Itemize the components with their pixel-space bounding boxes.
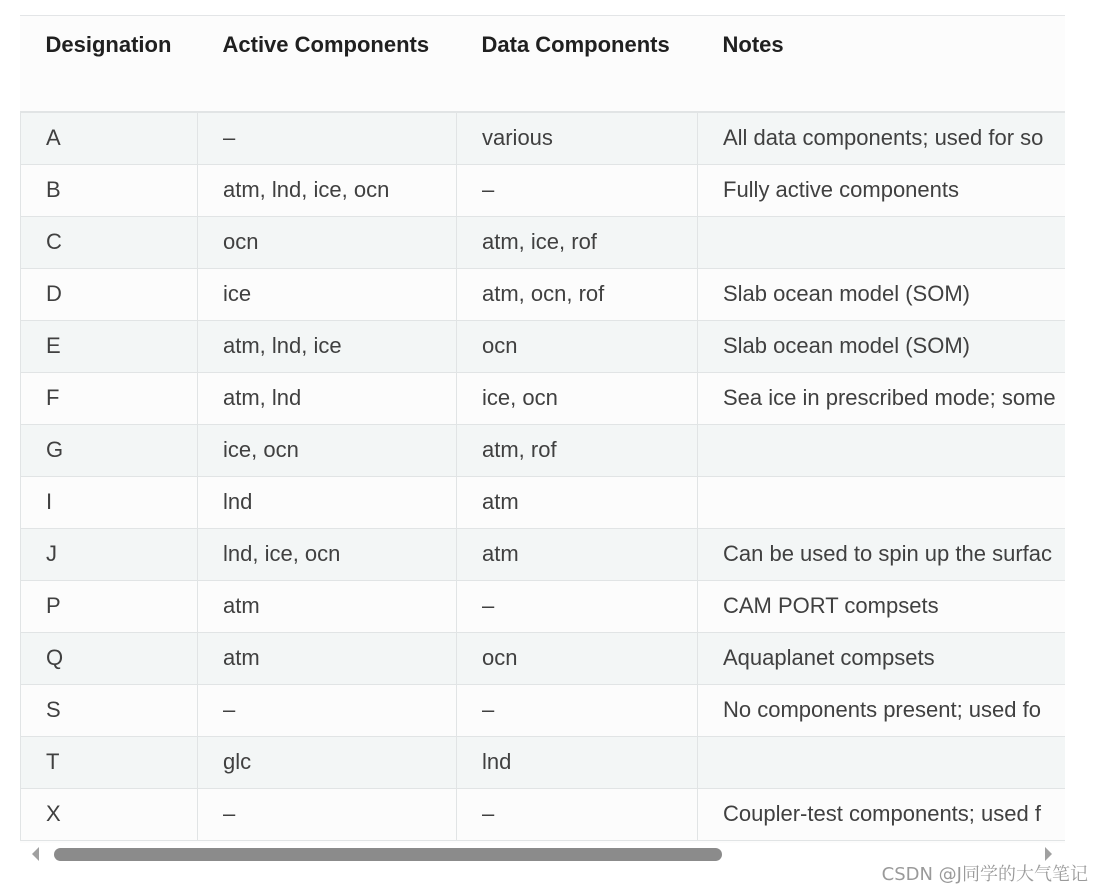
cell-notes: Can be used to spin up the surfac — [698, 528, 1066, 580]
cell-active-components: – — [198, 788, 457, 840]
table-row — [21, 684, 1066, 736]
header-active-components: Active Components — [198, 16, 457, 112]
cell-designation: Q — [21, 632, 198, 684]
cell-designation: S — [21, 684, 198, 736]
cell-data-components: various — [457, 112, 698, 164]
table-row — [21, 788, 1066, 840]
cell-designation: P — [21, 580, 198, 632]
cell-designation: X — [21, 788, 198, 840]
cell-notes: No components present; used fo — [698, 684, 1066, 736]
cell-designation: G — [21, 424, 198, 476]
cell-active-components: glc — [198, 736, 457, 788]
cell-active-components: atm — [198, 632, 457, 684]
cell-data-components: atm — [457, 528, 698, 580]
cell-data-components: – — [457, 788, 698, 840]
table-row — [21, 164, 1066, 216]
cell-active-components: lnd, ice, ocn — [198, 528, 457, 580]
cell-data-components: atm, rof — [457, 424, 698, 476]
cell-designation: A — [21, 112, 198, 164]
cell-notes: All data components; used for so — [698, 112, 1066, 164]
header-row — [21, 16, 1066, 112]
table-viewport — [20, 15, 1065, 844]
cell-designation: C — [21, 216, 198, 268]
cell-notes — [698, 216, 1066, 268]
cell-notes: Slab ocean model (SOM) — [698, 268, 1066, 320]
table-row — [21, 268, 1066, 320]
table-row — [21, 632, 1066, 684]
compset-table — [20, 16, 1065, 841]
cell-active-components: ice, ocn — [198, 424, 457, 476]
cell-notes: Fully active components — [698, 164, 1066, 216]
cell-notes — [698, 476, 1066, 528]
table-row — [21, 528, 1066, 580]
cell-active-components: – — [198, 684, 457, 736]
cell-designation: T — [21, 736, 198, 788]
cell-notes: Aquaplanet compsets — [698, 632, 1066, 684]
cell-designation: J — [21, 528, 198, 580]
cell-data-components: – — [457, 684, 698, 736]
cell-active-components: lnd — [198, 476, 457, 528]
cell-notes: Sea ice in prescribed mode; some — [698, 372, 1066, 424]
scrollbar-thumb[interactable] — [54, 848, 722, 861]
cell-active-components: atm — [198, 580, 457, 632]
cell-active-components: atm, lnd, ice — [198, 320, 457, 372]
cell-data-components: – — [457, 580, 698, 632]
cell-notes — [698, 736, 1066, 788]
cell-active-components: ocn — [198, 216, 457, 268]
table-row — [21, 372, 1066, 424]
scroll-left-arrow-icon[interactable] — [32, 847, 39, 861]
cell-data-components: atm, ocn, rof — [457, 268, 698, 320]
cell-active-components: atm, lnd, ice, ocn — [198, 164, 457, 216]
cell-notes — [698, 424, 1066, 476]
table-row — [21, 580, 1066, 632]
cell-data-components: atm, ice, rof — [457, 216, 698, 268]
cell-notes: CAM PORT compsets — [698, 580, 1066, 632]
cell-active-components: ice — [198, 268, 457, 320]
cell-data-components: lnd — [457, 736, 698, 788]
cell-designation: B — [21, 164, 198, 216]
cell-data-components: ice, ocn — [457, 372, 698, 424]
cell-notes: Coupler-test components; used f — [698, 788, 1066, 840]
cell-data-components: ocn — [457, 632, 698, 684]
header-data-components: Data Components — [457, 16, 698, 112]
cell-active-components: atm, lnd — [198, 372, 457, 424]
cell-designation: I — [21, 476, 198, 528]
cell-designation: F — [21, 372, 198, 424]
header-notes: Notes — [698, 16, 1066, 112]
cell-data-components: ocn — [457, 320, 698, 372]
table-row — [21, 736, 1066, 788]
cell-designation: D — [21, 268, 198, 320]
table-row — [21, 112, 1066, 164]
cell-active-components: – — [198, 112, 457, 164]
table-row — [21, 424, 1066, 476]
cell-data-components: atm — [457, 476, 698, 528]
cell-notes: Slab ocean model (SOM) — [698, 320, 1066, 372]
watermark: CSDN @J同学的大气笔记 — [881, 864, 1088, 885]
cell-designation: E — [21, 320, 198, 372]
table-row — [21, 476, 1066, 528]
table-row — [21, 320, 1066, 372]
cell-data-components: – — [457, 164, 698, 216]
table-row — [21, 216, 1066, 268]
header-designation: Designation — [21, 16, 198, 112]
scroll-right-arrow-icon[interactable] — [1045, 847, 1052, 861]
